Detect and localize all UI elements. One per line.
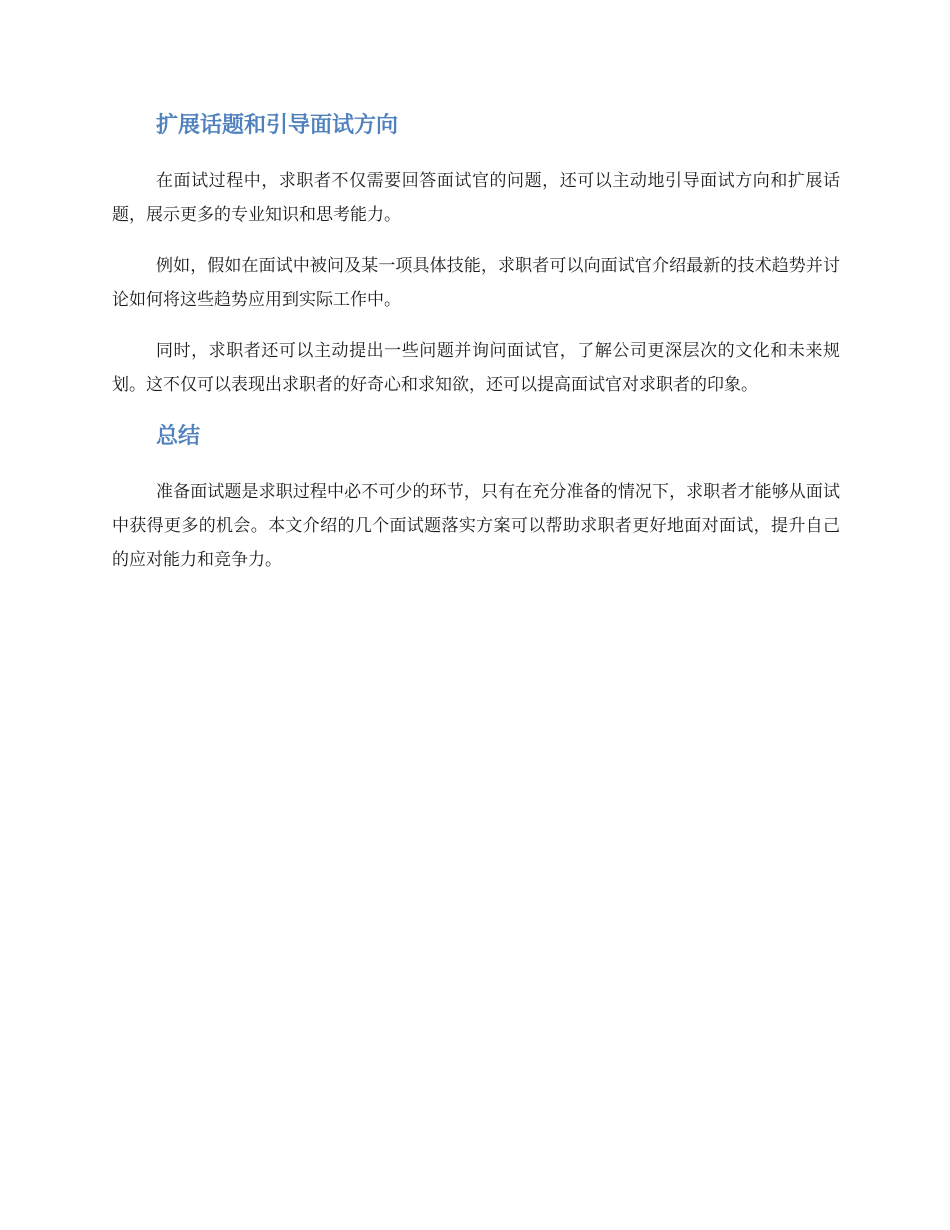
section-summary: [112, 417, 840, 577]
section-heading: 扩展话题和引导面试方向: [156, 113, 399, 138]
paragraph: 准备面试题是求职过程中必不可少的环节，只有在充分准备的情况下，求职者才能够从面试中获得更多的机会。本文介绍的几个面试题落实方案可以帮助求职者更好地面对面试，提升自己的应对能力和竞争力。: [112, 482, 840, 570]
section-heading: 总结: [156, 424, 201, 449]
paragraph: 在面试过程中，求职者不仅需要回答面试官的问题，还可以主动地引导面试方向和扩展话题，展示更多的专业知识和思考能力。: [112, 171, 840, 225]
document-body: [112, 106, 840, 594]
paragraph: 同时，求职者还可以主动提出一些问题并询问面试官，了解公司更深层次的文化和未来规划。这不仅可以表现出求职者的好奇心和求知欲，还可以提高面试官对求职者的印象。: [112, 341, 840, 395]
paragraph: 例如，假如在面试中被问及某一项具体技能，求职者可以向面试官介绍最新的技术趋势并讨论如何将这些趋势应用到实际工作中。: [112, 256, 840, 310]
section-guide-interview: [112, 106, 840, 402]
